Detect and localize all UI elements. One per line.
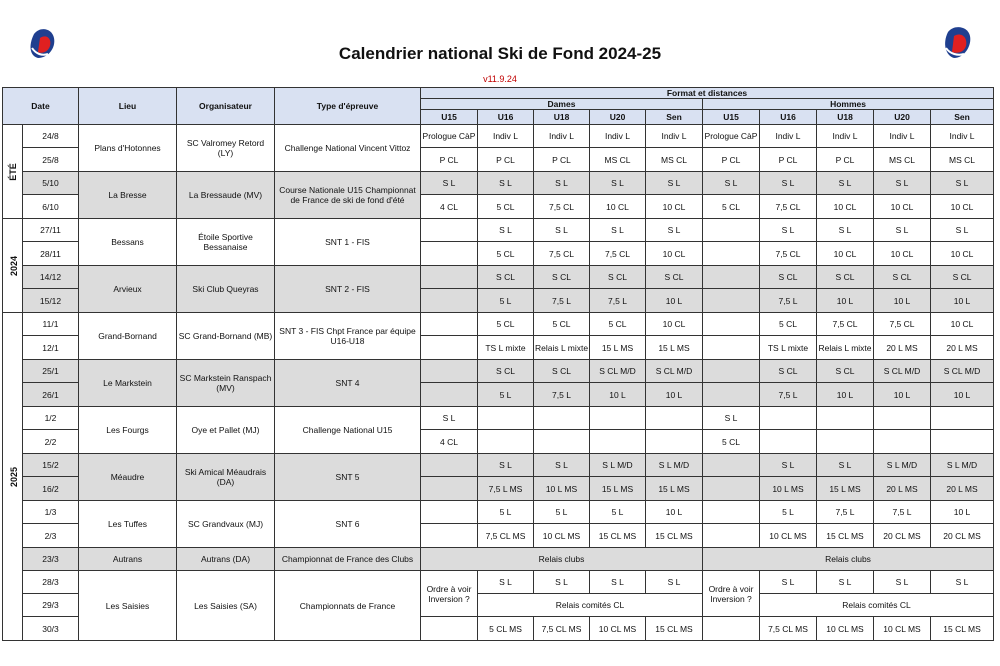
result-cell: 7,5 CL: [760, 242, 817, 266]
result-cell: S L: [931, 219, 994, 242]
org-cell: Oye et Pallet (MJ): [177, 407, 275, 454]
result-cell: 20 CL MS: [874, 524, 931, 548]
date-cell: 24/8: [23, 125, 79, 148]
result-cell: S L: [817, 219, 874, 242]
result-cell: [421, 477, 478, 501]
result-cell: 7,5 CL: [534, 195, 590, 219]
result-cell: 15 L MS: [817, 477, 874, 501]
result-cell: 7,5 CL: [760, 195, 817, 219]
result-cell: S L: [478, 454, 534, 477]
result-cell: 4 CL: [421, 195, 478, 219]
cat-header: U16: [760, 110, 817, 125]
result-cell: Prologue CàP: [703, 125, 760, 148]
result-cell: [703, 336, 760, 360]
table-row: [3, 501, 994, 524]
cat-header: U15: [421, 110, 478, 125]
result-cell: S L: [817, 454, 874, 477]
result-cell: 7,5 CL: [590, 242, 646, 266]
result-cell: 10 L: [874, 383, 931, 407]
result-cell: [703, 266, 760, 289]
type-cell: SNT 6: [275, 501, 421, 548]
result-cell: S L: [817, 571, 874, 594]
result-cell: [421, 524, 478, 548]
cat-header: U18: [534, 110, 590, 125]
result-cell: S L: [646, 219, 703, 242]
table-row: [3, 219, 994, 242]
result-cell: 10 L: [931, 383, 994, 407]
result-cell: 7,5 L: [590, 289, 646, 313]
result-cell: 15 L MS: [590, 477, 646, 501]
date-cell: 2/3: [23, 524, 79, 548]
result-cell: Indiv L: [534, 125, 590, 148]
date-cell: 29/3: [23, 594, 79, 617]
table-row: [3, 313, 994, 336]
result-cell: S CL: [760, 360, 817, 383]
result-cell: [421, 360, 478, 383]
result-cell: 5 CL: [590, 313, 646, 336]
relais-hommes-cell: Relais clubs: [703, 548, 994, 571]
result-cell: Indiv L: [817, 125, 874, 148]
result-cell: 10 CL: [817, 242, 874, 266]
result-cell: S CL: [760, 266, 817, 289]
result-cell: 15 L MS: [646, 336, 703, 360]
result-cell: 10 L: [590, 383, 646, 407]
result-cell: Indiv L: [760, 125, 817, 148]
result-cell: S CL: [478, 360, 534, 383]
type-cell: Challenge National Vincent Vittoz: [275, 125, 421, 172]
result-cell: 7,5 L: [760, 383, 817, 407]
result-cell: [703, 617, 760, 641]
type-cell: Course Nationale U15 Championnat de France de ski de fond d'été: [275, 172, 421, 219]
result-cell: P CL: [703, 148, 760, 172]
date-cell: 27/11: [23, 219, 79, 242]
lieu-cell: Grand-Bornand: [79, 313, 177, 360]
result-cell: S L: [874, 219, 931, 242]
result-cell: 15 L MS: [646, 477, 703, 501]
lieu-cell: La Bresse: [79, 172, 177, 219]
result-cell: 5 CL: [478, 195, 534, 219]
result-cell: 10 L: [646, 501, 703, 524]
result-cell: S L: [421, 407, 478, 430]
result-cell: P CL: [478, 148, 534, 172]
lieu-cell: Arvieux: [79, 266, 177, 313]
org-cell: SC Grandvaux (MJ): [177, 501, 275, 548]
result-cell: 20 L MS: [874, 477, 931, 501]
result-cell: 10 L MS: [760, 477, 817, 501]
result-cell: 5 L: [590, 501, 646, 524]
lieu-cell: Bessans: [79, 219, 177, 266]
result-cell: [703, 289, 760, 313]
result-cell: S CL M/D: [590, 360, 646, 383]
result-cell: S CL: [874, 266, 931, 289]
lieu-cell: Autrans: [79, 548, 177, 571]
date-cell: 28/11: [23, 242, 79, 266]
date-cell: 25/1: [23, 360, 79, 383]
result-cell: S CL: [817, 360, 874, 383]
result-cell: S CL: [534, 360, 590, 383]
result-cell: Indiv L: [931, 125, 994, 148]
date-cell: 16/2: [23, 477, 79, 501]
result-cell: 5 CL: [534, 313, 590, 336]
result-cell: 5 CL: [478, 242, 534, 266]
season-label: ÉTÉ: [3, 125, 23, 219]
result-cell: [760, 430, 817, 454]
date-cell: 12/1: [23, 336, 79, 360]
result-cell: Indiv L: [874, 125, 931, 148]
result-cell: 5 CL: [760, 313, 817, 336]
result-cell: S L: [760, 172, 817, 195]
result-cell: [874, 430, 931, 454]
date-cell: 25/8: [23, 148, 79, 172]
result-cell: [703, 383, 760, 407]
result-cell: [421, 617, 478, 641]
result-cell: Indiv L: [590, 125, 646, 148]
result-cell: S L: [760, 571, 817, 594]
result-cell: S CL M/D: [874, 360, 931, 383]
result-cell: S CL: [817, 266, 874, 289]
result-cell: P CL: [760, 148, 817, 172]
result-cell: S L: [760, 454, 817, 477]
table-row: [3, 454, 994, 477]
result-cell: 10 CL: [817, 195, 874, 219]
date-cell: 1/3: [23, 501, 79, 524]
lieu-cell: Les Saisies: [79, 571, 177, 641]
result-cell: S L M/D: [874, 454, 931, 477]
result-cell: 10 CL MS: [534, 524, 590, 548]
date-cell: 2/2: [23, 430, 79, 454]
result-cell: [703, 477, 760, 501]
cat-header: Sen: [646, 110, 703, 125]
result-cell: [534, 407, 590, 430]
org-cell: Autrans (DA): [177, 548, 275, 571]
type-cell: SNT 3 - FIS Chpt France par équipe U16-U18: [275, 313, 421, 360]
result-cell: 20 CL MS: [931, 524, 994, 548]
season-label: 2024: [3, 219, 23, 313]
result-cell: S CL M/D: [931, 360, 994, 383]
result-cell: S L: [874, 571, 931, 594]
page-title: Calendrier national Ski de Fond 2024-25: [338, 44, 662, 63]
calendar-table: [2, 87, 994, 641]
result-cell: [703, 219, 760, 242]
result-cell: [931, 407, 994, 430]
result-cell: 7,5 CL: [817, 313, 874, 336]
col-header-organisateur: Organisateur: [177, 88, 275, 125]
result-cell: 10 L: [817, 289, 874, 313]
result-cell: [534, 430, 590, 454]
result-cell: MS CL: [590, 148, 646, 172]
cat-header: U20: [874, 110, 931, 125]
result-cell: S CL: [478, 266, 534, 289]
result-cell: S L: [931, 172, 994, 195]
date-cell: 30/3: [23, 617, 79, 641]
result-cell: 10 CL: [874, 195, 931, 219]
result-cell: Indiv L: [646, 125, 703, 148]
result-cell: S L: [931, 571, 994, 594]
result-cell: 7,5 CL MS: [534, 617, 590, 641]
result-cell: S L: [478, 571, 534, 594]
result-cell: [703, 360, 760, 383]
result-cell: S L: [646, 571, 703, 594]
result-cell: 10 L: [874, 289, 931, 313]
result-cell: 10 L: [817, 383, 874, 407]
lieu-cell: Méaudre: [79, 454, 177, 501]
result-cell: 10 L: [931, 289, 994, 313]
result-cell: 5 CL: [478, 313, 534, 336]
result-cell: 10 CL MS: [760, 524, 817, 548]
result-cell: 7,5 CL MS: [760, 617, 817, 641]
result-cell: 7,5 L: [534, 383, 590, 407]
result-cell: 10 CL: [931, 195, 994, 219]
result-cell: 10 CL MS: [590, 617, 646, 641]
result-cell: S L M/D: [590, 454, 646, 477]
version-label: v11.9.24: [483, 74, 517, 84]
result-cell: [646, 407, 703, 430]
result-cell: [931, 430, 994, 454]
result-cell: S L: [874, 172, 931, 195]
lieu-cell: Plans d'Hotonnes: [79, 125, 177, 172]
date-cell: 6/10: [23, 195, 79, 219]
result-cell: S CL: [590, 266, 646, 289]
result-cell: 10 CL MS: [874, 617, 931, 641]
result-cell: S CL: [931, 266, 994, 289]
result-cell: [817, 407, 874, 430]
result-cell: [703, 313, 760, 336]
result-cell: Prologue CàP: [421, 125, 478, 148]
result-cell: [478, 430, 534, 454]
result-cell: 5 L: [760, 501, 817, 524]
relais-hommes-cell: Relais comités CL: [760, 594, 994, 617]
result-cell: [703, 524, 760, 548]
relais-dames-cell: Relais clubs: [421, 548, 703, 571]
result-cell: [478, 407, 534, 430]
result-cell: S L: [646, 172, 703, 195]
date-cell: 15/12: [23, 289, 79, 313]
result-cell: 7,5 L: [760, 289, 817, 313]
result-cell: S L M/D: [646, 454, 703, 477]
result-cell: 15 L MS: [590, 336, 646, 360]
col-header-type: Type d'épreuve: [275, 88, 421, 125]
date-cell: 26/1: [23, 383, 79, 407]
result-cell: [760, 407, 817, 430]
result-cell: TS L mixte: [478, 336, 534, 360]
result-cell: S L: [421, 172, 478, 195]
result-cell: [421, 266, 478, 289]
result-cell: 10 L MS: [534, 477, 590, 501]
result-cell: 10 CL: [931, 242, 994, 266]
result-cell: S L: [534, 571, 590, 594]
type-cell: SNT 5: [275, 454, 421, 501]
cat-header: Sen: [931, 110, 994, 125]
cat-header: U18: [817, 110, 874, 125]
result-cell: 15 CL MS: [646, 617, 703, 641]
lieu-cell: Le Markstein: [79, 360, 177, 407]
result-cell: 15 CL MS: [931, 617, 994, 641]
u15-note-hommes: Ordre à voir Inversion ?: [703, 571, 760, 617]
result-cell: [421, 454, 478, 477]
result-cell: [646, 430, 703, 454]
result-cell: S L: [590, 571, 646, 594]
result-cell: Indiv L: [478, 125, 534, 148]
result-cell: S L: [478, 172, 534, 195]
result-cell: 10 CL: [931, 313, 994, 336]
result-cell: S L: [590, 172, 646, 195]
result-cell: S CL: [534, 266, 590, 289]
result-cell: 10 L: [646, 289, 703, 313]
cat-header: U15: [703, 110, 760, 125]
result-cell: S L: [703, 407, 760, 430]
result-cell: MS CL: [874, 148, 931, 172]
result-cell: 7,5 CL MS: [478, 524, 534, 548]
table-row: [3, 407, 994, 430]
date-cell: 1/2: [23, 407, 79, 430]
result-cell: 20 L MS: [931, 336, 994, 360]
type-cell: SNT 1 - FIS: [275, 219, 421, 266]
org-cell: Ski Amical Méaudrais (DA): [177, 454, 275, 501]
result-cell: 10 CL: [590, 195, 646, 219]
result-cell: S L: [760, 219, 817, 242]
result-cell: 10 CL: [646, 242, 703, 266]
table-row: [3, 571, 994, 594]
result-cell: TS L mixte: [760, 336, 817, 360]
result-cell: S L: [534, 219, 590, 242]
result-cell: [703, 242, 760, 266]
result-cell: [421, 242, 478, 266]
date-cell: 15/2: [23, 454, 79, 477]
result-cell: [421, 383, 478, 407]
result-cell: 15 CL MS: [590, 524, 646, 548]
result-cell: P CL: [534, 148, 590, 172]
result-cell: 10 L: [646, 383, 703, 407]
table-row: [3, 125, 994, 148]
table-row: [3, 360, 994, 383]
type-cell: SNT 2 - FIS: [275, 266, 421, 313]
result-cell: 20 L MS: [874, 336, 931, 360]
result-cell: [703, 501, 760, 524]
date-cell: 5/10: [23, 172, 79, 195]
date-cell: 28/3: [23, 571, 79, 594]
result-cell: 5 L: [534, 501, 590, 524]
lieu-cell: Les Fourgs: [79, 407, 177, 454]
result-cell: [421, 219, 478, 242]
result-cell: S L: [817, 172, 874, 195]
result-cell: 5 L: [478, 383, 534, 407]
result-cell: S CL M/D: [646, 360, 703, 383]
result-cell: S L: [478, 219, 534, 242]
result-cell: MS CL: [646, 148, 703, 172]
result-cell: S L: [534, 454, 590, 477]
result-cell: 10 CL: [646, 313, 703, 336]
col-header-hommes: Hommes: [703, 99, 994, 110]
season-label: 2025: [3, 313, 23, 641]
u15-note-dames: Ordre à voir Inversion ?: [421, 571, 478, 617]
result-cell: Relais L mixte: [817, 336, 874, 360]
result-cell: 15 CL MS: [646, 524, 703, 548]
result-cell: [874, 407, 931, 430]
org-cell: Les Saisies (SA): [177, 571, 275, 641]
cat-header: U20: [590, 110, 646, 125]
result-cell: S L: [590, 219, 646, 242]
result-cell: 5 L: [478, 501, 534, 524]
col-header-date: Date: [3, 88, 79, 125]
result-cell: 5 CL: [703, 195, 760, 219]
org-cell: SC Markstein Ranspach (MV): [177, 360, 275, 407]
org-cell: SC Grand-Bornand (MB): [177, 313, 275, 360]
cat-header: U16: [478, 110, 534, 125]
result-cell: [421, 289, 478, 313]
lieu-cell: Les Tuffes: [79, 501, 177, 548]
col-header-dames: Dames: [421, 99, 703, 110]
result-cell: [590, 430, 646, 454]
result-cell: [703, 454, 760, 477]
result-cell: S L: [534, 172, 590, 195]
calendar-body: [3, 125, 994, 641]
result-cell: 4 CL: [421, 430, 478, 454]
org-cell: Étoile Sportive Bessanaise: [177, 219, 275, 266]
result-cell: [421, 313, 478, 336]
col-header-format: Format et distances: [421, 88, 994, 99]
result-cell: [817, 430, 874, 454]
result-cell: [590, 407, 646, 430]
result-cell: 10 L: [931, 501, 994, 524]
result-cell: S L: [703, 172, 760, 195]
result-cell: MS CL: [931, 148, 994, 172]
result-cell: [421, 336, 478, 360]
result-cell: 5 CL MS: [478, 617, 534, 641]
result-cell: 15 CL MS: [817, 524, 874, 548]
type-cell: SNT 4: [275, 360, 421, 407]
relais-dames-cell: Relais comités CL: [478, 594, 703, 617]
org-cell: La Bressaude (MV): [177, 172, 275, 219]
org-cell: SC Valromey Retord (LY): [177, 125, 275, 172]
result-cell: 20 L MS: [931, 477, 994, 501]
result-cell: Relais L mixte: [534, 336, 590, 360]
result-cell: P CL: [421, 148, 478, 172]
table-row: [3, 548, 994, 571]
result-cell: 7,5 L MS: [478, 477, 534, 501]
table-row: [3, 266, 994, 289]
col-header-lieu: Lieu: [79, 88, 177, 125]
table-row: [3, 172, 994, 195]
type-cell: Challenge National U15: [275, 407, 421, 454]
result-cell: S CL: [646, 266, 703, 289]
date-cell: 14/12: [23, 266, 79, 289]
type-cell: Championnat de France des Clubs: [275, 548, 421, 571]
result-cell: 7,5 CL: [534, 242, 590, 266]
org-cell: Ski Club Queyras: [177, 266, 275, 313]
type-cell: Championnats de France: [275, 571, 421, 641]
result-cell: 5 L: [478, 289, 534, 313]
result-cell: [421, 501, 478, 524]
result-cell: 10 CL MS: [817, 617, 874, 641]
result-cell: 10 CL: [874, 242, 931, 266]
result-cell: 7,5 CL: [874, 313, 931, 336]
result-cell: 7,5 L: [534, 289, 590, 313]
result-cell: P CL: [817, 148, 874, 172]
date-cell: 23/3: [23, 548, 79, 571]
date-cell: 11/1: [23, 313, 79, 336]
result-cell: 7,5 L: [817, 501, 874, 524]
result-cell: 5 CL: [703, 430, 760, 454]
result-cell: 10 CL: [646, 195, 703, 219]
result-cell: S L M/D: [931, 454, 994, 477]
result-cell: 7,5 L: [874, 501, 931, 524]
